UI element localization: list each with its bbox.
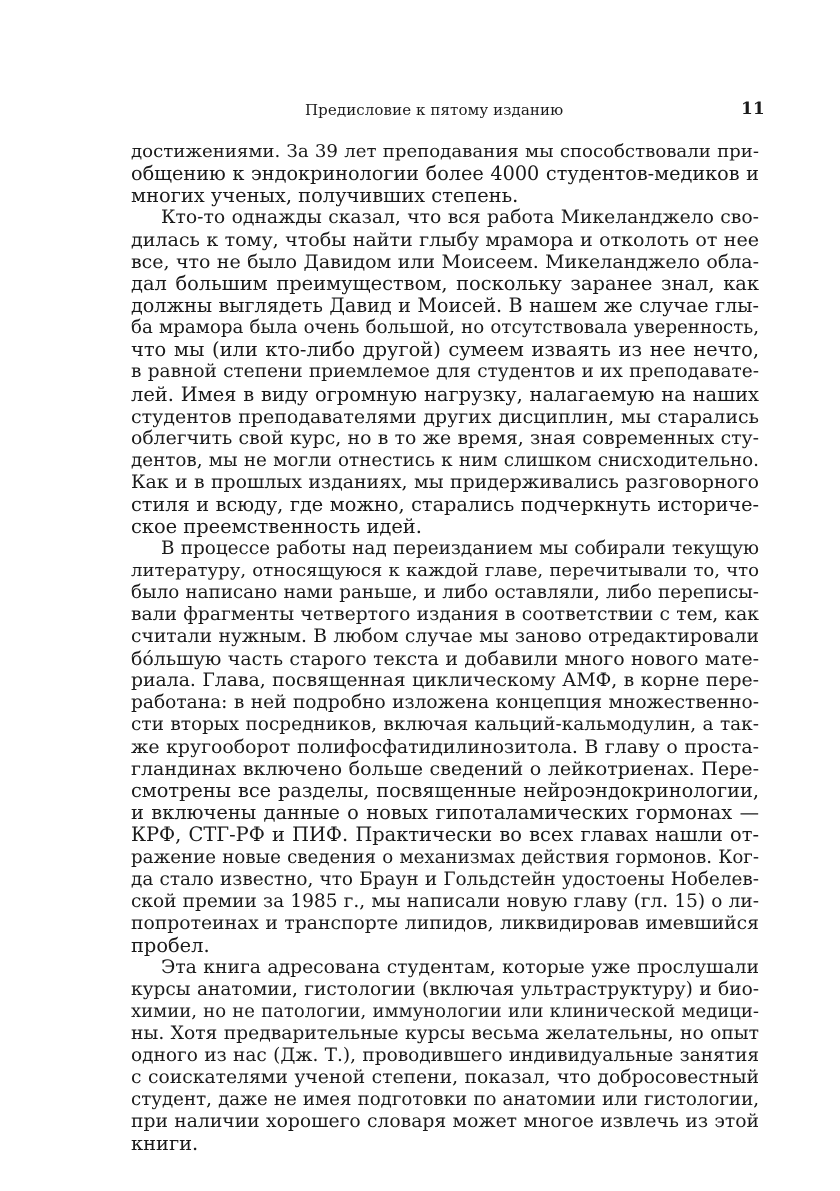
page-number: 11 xyxy=(741,99,765,119)
text-line: и включены данные о новых гипоталамических гормонах — xyxy=(131,801,759,825)
text-line: Как и в прошлых изданиях, мы придерживались разговорного xyxy=(131,471,759,493)
text-line: Эта книга адресована студентам, которые уже прослушали xyxy=(161,956,759,978)
text-line: что мы (или кто-либо другой) сумеем изваять из нее нечто, xyxy=(131,338,759,362)
body-text xyxy=(131,141,759,1155)
text-line: риала. Глава, посвященная циклическому АМФ, в корне пере- xyxy=(131,670,759,692)
text-line: пробел. xyxy=(131,933,210,957)
text-line: студентов преподавателями других дисциплин, мы старались xyxy=(131,405,759,428)
text-line: химии, но не патологии, иммунологии или клинической медици- xyxy=(131,1000,759,1022)
text-line: В процессе работы над переизданием мы собирали текущую xyxy=(161,537,759,559)
text-line: ской премии за 1985 г., мы написали новую главу (гл. 15) о ли- xyxy=(131,890,759,912)
text-line: общению к эндокринологии более 4000 студентов-медиков и xyxy=(131,162,759,186)
text-line: курсы анатомии, гистологии (включая ультраструктуру) и био- xyxy=(131,978,759,1000)
text-line: попротеинах и транспорте липидов, ликвидировав имевшийся xyxy=(131,912,759,934)
text-line: бóльшую часть старого текста и добавили много нового мате- xyxy=(131,648,759,671)
text-line: студент, даже не имея подготовки по анатомии или гистологии, xyxy=(131,1089,759,1111)
text-line: вали фрагменты четвертого издания в соответствии с тем, как xyxy=(131,603,759,625)
text-line: сти вторых посредников, включая кальций-кальмодулин, а так- xyxy=(131,714,759,736)
text-line: да стало известно, что Браун и Гольдстейн удостоены Нобелев- xyxy=(131,868,759,890)
text-line: КРФ, СТГ-РФ и ПИФ. Практически во всех главах нашли от- xyxy=(131,823,759,847)
running-title: Предисловие к пятому изданию xyxy=(305,101,564,119)
text-line: облегчить свой курс, но в то же время, зная современных сту- xyxy=(131,427,759,449)
text-line: дентов, мы не могли отнестись к ним слишком снисходительно. xyxy=(131,449,759,471)
paragraph-4 xyxy=(131,957,759,1155)
text-line: с соискателями ученой степени, показал, что добросовестный xyxy=(131,1066,759,1088)
text-line: гландинах включено больше сведений о лейкотриенах. Пере- xyxy=(131,758,759,781)
text-line: все, что не было Давидом или Моисеем. Микеланджело обла- xyxy=(131,251,759,274)
text-line: работана: в ней подробно изложена концепция множественно- xyxy=(131,692,759,714)
text-line: должны выглядеть Давид и Моисей. В нашем же случае глы- xyxy=(131,294,759,318)
text-line: Кто-то однажды сказал, что вся работа Микеланджело сво- xyxy=(161,207,759,229)
text-line: же кругооборот полифосфатидилинозитола. В главу о проста- xyxy=(131,736,759,759)
text-line: книги. xyxy=(131,1132,199,1156)
paragraph-2 xyxy=(131,207,759,538)
text-line: ражение новые сведения о механизмах действия гормонов. Ког- xyxy=(131,846,759,868)
text-line: в равной степени приемлемое для студентов и их преподавате- xyxy=(131,361,759,383)
text-line: лей. Имея в виду огромную нагрузку, налагаемую на наших xyxy=(131,382,759,406)
text-line: дал большим преимуществом, поскольку заранее знал, как xyxy=(131,272,759,296)
text-line: смотрены все разделы, посвященные нейроэндокринологии, xyxy=(131,779,759,803)
text-line: многих ученых, получивших степень. xyxy=(131,184,519,208)
text-line: ское преемственность идей. xyxy=(131,514,422,538)
paragraph-3 xyxy=(131,538,759,957)
text-line: стиля и всюду, где можно, старались подчеркнуть историче- xyxy=(131,492,759,516)
text-line: считали нужным. В любом случае мы заново отредактировали xyxy=(131,626,759,648)
text-line: при наличии хорошего словаря может многое извлечь из этой xyxy=(131,1111,759,1133)
text-line: достижениями. За 39 лет преподавания мы способствовали при- xyxy=(131,141,759,162)
paragraph-1 xyxy=(131,141,759,207)
text-line: ны. Хотя предварительные курсы весьма желательны, но опыт xyxy=(131,1022,759,1044)
text-line: дилась к тому, чтобы найти глыбу мрамора и отколоть от нее xyxy=(131,229,759,252)
text-line: одного из нас (Дж. Т.), проводившего индивидуальные занятия xyxy=(131,1044,759,1066)
text-line: литературу, относящуюся к каждой главе, перечитывали то, что xyxy=(131,559,759,581)
text-line: ба мрамора была очень большой, но отсутствовала уверенность, xyxy=(131,317,759,339)
text-line: было написано нами раньше, и либо оставляли, либо переписы- xyxy=(131,581,759,603)
